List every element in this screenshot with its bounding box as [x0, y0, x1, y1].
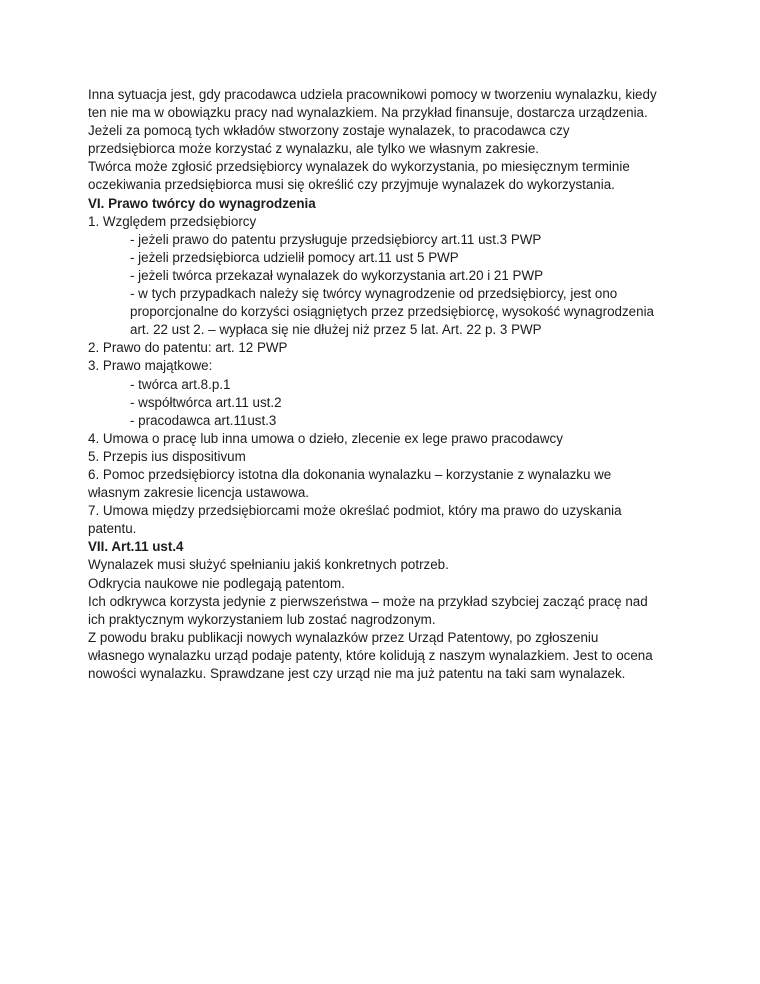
text-line: Twórca może zgłosić przedsiębiorcy wynalazek do wykorzystania, po miesięcznym terminie — [88, 159, 630, 175]
intro-paragraph — [88, 86, 688, 195]
section-7-heading: VII. Art.11 ust.4 — [88, 539, 184, 555]
sub-list-item: - jeżeli twórca przekazał wynalazek do wykorzystania art.20 i 21 PWP — [130, 267, 544, 283]
list-item-7: 7. Umowa między przedsiębiorcami może określać podmiot, który ma prawo do uzyskania — [88, 503, 622, 519]
sub-list-item: - jeżeli prawo do patentu przysługuje przedsiębiorcy art.11 ust.3 PWP — [130, 231, 542, 247]
text-line: Odkrycia naukowe nie podlegają patentom. — [88, 575, 345, 591]
text-line: ten nie ma w obowiązku pracy nad wynalazkiem. Na przykład finansuje, dostarcza urządzenia. — [88, 105, 648, 121]
sub-list-item: - jeżeli przedsiębiorca udzielił pomocy art.11 ust 5 PWP — [130, 249, 459, 265]
section-6-heading: VI. Prawo twórcy do wynagrodzenia — [88, 195, 316, 211]
text-line: Z powodu braku publikacji nowych wynalazków przez Urząd Patentowy, po zgłoszeniu — [88, 629, 599, 645]
sub-list-item: proporcjonalne do korzyści osiągniętych przez przedsiębiorcę, wysokość wynagrodzenia — [130, 304, 654, 320]
text-line: nowości wynalazku. Sprawdzane jest czy urząd nie ma już patentu na taki sam wynalazek. — [88, 666, 626, 681]
text-line: ich praktycznym wykorzystaniem lub zostać nagrodzonym. — [88, 611, 436, 627]
text-line: przedsiębiorca może korzystać z wynalazku, ale tylko we własnym zakresie. — [88, 141, 539, 157]
list-item-6: 6. Pomoc przedsiębiorcy istotna dla dokonania wynalazku – korzystanie z wynalazku we — [88, 466, 612, 482]
text-line: Jeżeli za pomocą tych wkładów stworzony zostaje wynalazek, to pracodawca czy — [88, 123, 570, 139]
sub-list-item: - twórca art.8.p.1 — [130, 376, 231, 392]
text-line: własnego wynalazku urząd podaje patenty, które kolidują z naszym wynalazkiem. Jest to ocena — [88, 647, 653, 663]
list-item-5: 5. Przepis ius dispositivum — [88, 448, 246, 464]
list-item-6-continued: własnym zakresie licencja ustawowa. — [88, 485, 310, 501]
sub-list-item: - współtwórca art.11 ust.2 — [130, 394, 282, 410]
text-line: oczekiwania przedsiębiorca musi się określić czy przyjmuje wynalazek do wykorzystania. — [88, 177, 615, 193]
list-item-4: 4. Umowa o pracę lub inna umowa o dzieło, zlecenie ex lege prawo pracodawcy — [88, 430, 563, 446]
list-item-2: 2. Prawo do patentu: art. 12 PWP — [88, 340, 288, 356]
sub-list-item: art. 22 ust 2. – wypłaca się nie dłużej niż przez 5 lat. Art. 22 p. 3 PWP — [130, 322, 542, 338]
text-line: Ich odkrywca korzysta jedynie z pierwszeństwa – może na przykład szybciej zacząć pracę nad — [88, 593, 648, 609]
sub-list-item: - w tych przypadkach należy się twórcy wynagrodzenie od przedsiębiorcy, jest ono — [130, 286, 618, 302]
text-line: Inna sytuacja jest, gdy pracodawca udziela pracownikowi pomocy w tworzeniu wynalazku, kiedy — [88, 87, 657, 102]
sub-list-item: - pracodawca art.11ust.3 — [130, 412, 277, 428]
document-page — [88, 86, 688, 683]
section-7 — [88, 538, 688, 683]
list-item-3: 3. Prawo majątkowe: — [88, 358, 213, 374]
section-6 — [88, 195, 688, 539]
list-item-7-continued: patentu. — [88, 521, 137, 537]
list-item-1: 1. Względem przedsiębiorcy — [88, 213, 257, 229]
text-line: Wynalazek musi służyć spełnianiu jakiś konkretnych potrzeb. — [88, 557, 449, 573]
